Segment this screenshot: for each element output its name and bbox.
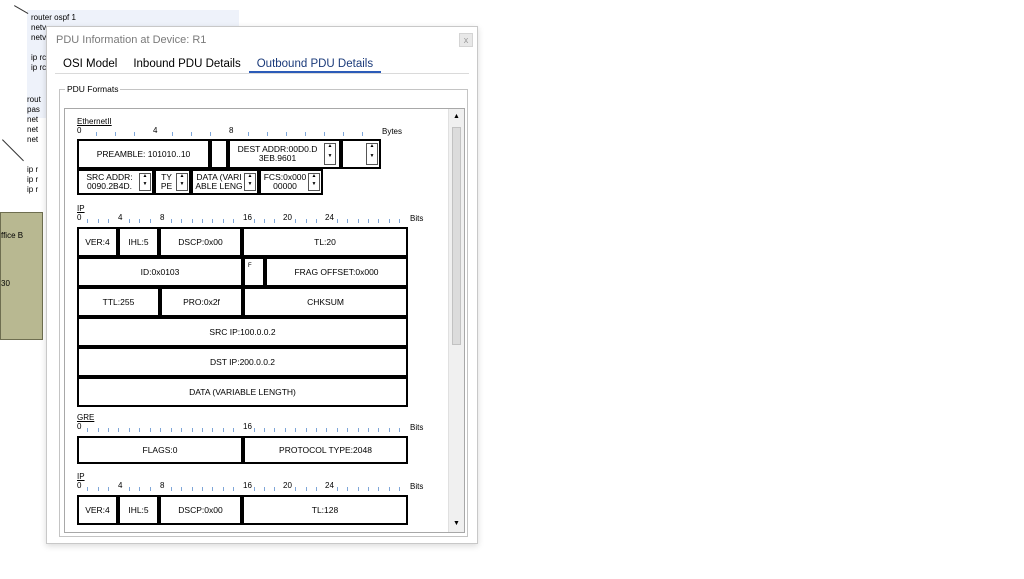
protocol-field[interactable]: PRO:0x2f [160,287,243,317]
gre-ruler [77,422,437,432]
ruler-tick [347,487,348,491]
ruler-tick [233,487,234,491]
ruler-label: 16 [243,213,252,222]
ruler-unit: Bits [410,423,424,432]
ihl-field[interactable]: IHL:5 [118,227,159,257]
tab-inbound-pdu[interactable]: Inbound PDU Details [133,58,241,70]
ruler-tick [295,428,296,432]
ruler-tick [171,219,172,223]
scroll-down-icon[interactable]: ▼ [453,520,460,527]
gre-flags-field[interactable]: FLAGS:0 [77,436,243,464]
ruler-tick [343,132,344,136]
config-line: netv [31,23,47,32]
ruler-tick [337,428,338,432]
ruler-tick [108,487,109,491]
type-field[interactable]: TY PE [154,169,191,195]
config-line: ip r [27,165,39,174]
ruler-tick [223,487,224,491]
ruler-tick [399,487,400,491]
ruler-tick [233,428,234,432]
checksum-field[interactable]: CHKSUM [243,287,408,317]
ruler-tick [254,487,255,491]
id-field[interactable]: ID:0x0103 [77,257,243,287]
ruler-tick [368,219,369,223]
ruler-tick [181,219,182,223]
config-line: netv [31,33,47,42]
flags-field[interactable]: F [243,257,265,287]
ruler-tick [285,428,286,432]
scroll-thumb[interactable] [452,127,461,345]
vertical-scrollbar[interactable] [448,109,464,532]
ruler-tick [378,219,379,223]
ip2-ruler [77,481,437,491]
ip2-title: IP [77,472,85,481]
ruler-tick [212,487,213,491]
ruler-tick [362,132,363,136]
scroll-up-icon[interactable]: ▲ [453,113,460,120]
data-field[interactable]: DATA (VARI ABLE LENG [191,169,259,195]
dialog-title: PDU Information at Device: R1 [56,34,207,46]
ruler-unit: Bytes [382,127,403,136]
ruler-tick [160,428,161,432]
ruler-tick [316,487,317,491]
config-line [27,155,47,165]
ruler-label: 0 [77,422,82,431]
ruler-tick [181,487,182,491]
tab-divider [55,73,469,74]
ruler-tick [129,487,130,491]
tl-field[interactable]: TL:20 [242,227,408,257]
ruler-tick [264,428,265,432]
title-bar[interactable] [47,27,477,53]
group-legend: PDU Formats [67,84,119,94]
ruler-label: 4 [153,126,158,135]
ruler-tick [150,428,151,432]
tl-field[interactable]: TL:128 [242,495,408,525]
pdu-content [65,109,449,532]
src-addr-scroll-arrows[interactable]: ▲ ▼ [139,173,151,191]
ruler-tick [98,487,99,491]
ruler-tick [347,428,348,432]
ruler-tick [399,428,400,432]
ruler-tick [202,219,203,223]
ruler-tick [295,487,296,491]
ruler-tick [172,132,173,136]
ruler-unit: Bits [410,214,424,223]
ruler-tick [337,487,338,491]
ruler-tick [150,219,151,223]
ruler-tick [212,428,213,432]
ruler-label: 24 [325,213,334,222]
ruler-tick [368,487,369,491]
ruler-tick [115,132,116,136]
config-line: ip r [27,175,39,184]
preamble-field[interactable]: PREAMBLE: 101010..10 [77,139,210,169]
ruler-tick [254,219,255,223]
close-button[interactable]: x [459,33,473,47]
ruler-tick [87,219,88,223]
ruler-label: 0 [77,481,82,490]
ruler-tick [87,487,88,491]
ruler-tick [139,487,140,491]
config-line: rout [27,95,41,104]
ruler-tick [98,428,99,432]
config-line: router ospf 1 [31,13,76,22]
ruler-tick [399,219,400,223]
ruler-tick [192,219,193,223]
ruler-tick [326,428,327,432]
office-value: 30 [1,279,10,288]
connector-line [2,139,24,161]
ruler-tick [274,428,275,432]
ruler-tick [324,132,325,136]
ruler-tick [134,132,135,136]
ruler-tick [233,219,234,223]
ruler-tick [264,219,265,223]
ruler-tick [368,428,369,432]
ruler-label: 0 [77,213,82,222]
src-addr-field[interactable]: SRC ADDR: 0090.2B4D. [77,169,154,195]
ruler-label: 4 [118,481,123,490]
ruler-tick [139,219,140,223]
ruler-tick [378,487,379,491]
ruler-tick [306,219,307,223]
ruler-tick [264,487,265,491]
ruler-tick [150,487,151,491]
config-line: ip rc [31,63,47,72]
ruler-label: 20 [283,213,292,222]
config-line: net [27,125,39,134]
ver-field[interactable]: VER:4 [77,495,118,525]
ruler-tick [286,132,287,136]
type-scroll-arrows[interactable]: ▲ ▼ [176,173,188,191]
ruler-label: 8 [160,213,165,222]
ruler-tick [358,219,359,223]
fcs-scroll-arrows[interactable]: ▲ ▼ [308,173,320,191]
office-label: ffice B [1,231,24,240]
ruler-tick [316,428,317,432]
ruler-tick [274,219,275,223]
tab-outbound-pdu[interactable]: Outbound PDU Details [249,57,381,73]
ruler-label: 0 [77,126,82,135]
ruler-tick [305,132,306,136]
ruler-tick [254,428,255,432]
ruler-tick [389,219,390,223]
ihl-field[interactable]: IHL:5 [118,495,159,525]
config-line: ip r [27,185,39,194]
tab-osi-model[interactable]: OSI Model [63,58,118,70]
ruler-label: 16 [243,422,252,431]
ip-ruler [77,213,437,223]
ruler-tick [389,428,390,432]
sfd-field[interactable] [210,139,228,169]
src-ip-field[interactable]: SRC IP:100.0.0.2 [77,317,408,347]
ruler-label: 20 [283,481,292,490]
ruler-tick [358,428,359,432]
dscp-field[interactable]: DSCP:0x00 [159,495,242,525]
ruler-tick [181,428,182,432]
ruler-label: 24 [325,481,334,490]
dst-ip-field[interactable]: DST IP:200.0.0.2 [77,347,408,377]
frag-offset-field[interactable]: FRAG OFFSET:0x000 [265,257,408,287]
config-line: net [27,115,39,124]
gre-title: GRE [77,413,95,422]
ruler-tick [223,428,224,432]
ruler-tick [191,132,192,136]
ruler-tick [267,132,268,136]
ruler-tick [347,219,348,223]
ruler-tick [139,428,140,432]
ruler-tick [129,428,130,432]
ruler-tick [306,487,307,491]
ruler-label: 4 [118,213,123,222]
ruler-tick [316,219,317,223]
ruler-tick [96,132,97,136]
ruler-unit: Bits [410,482,424,491]
ethernet-title: EthernetII [77,117,112,126]
dest-addr-field[interactable]: DEST ADDR:00D0.D 3EB.9601 [228,139,341,169]
ruler-tick [337,219,338,223]
dscp-field[interactable]: DSCP:0x00 [159,227,242,257]
ruler-tick [274,487,275,491]
data-scroll-arrows[interactable]: ▲ ▼ [244,173,256,191]
ruler-tick [306,428,307,432]
ruler-tick [223,219,224,223]
pdu-formats-group [59,84,468,537]
ver-field[interactable]: VER:4 [77,227,118,257]
ruler-tick [108,219,109,223]
ruler-tick [108,428,109,432]
ruler-tick [248,132,249,136]
ruler-tick [129,219,130,223]
pdu-info-dialog [46,26,478,544]
ruler-tick [389,487,390,491]
ruler-tick [98,219,99,223]
ruler-tick [212,219,213,223]
ruler-label: 16 [243,481,252,490]
ruler-tick [358,487,359,491]
ruler-tick [295,219,296,223]
ttl-field[interactable]: TTL:255 [77,287,160,317]
config-line: pas [27,105,40,114]
config-note-mid [27,95,47,205]
ethernet-ruler [77,126,407,136]
ruler-tick [202,428,203,432]
ruler-tick [378,428,379,432]
ruler-label: 8 [229,126,234,135]
ruler-tick [171,428,172,432]
dest-addr-scroll-arrows[interactable]: ▲ ▼ [324,143,336,165]
ip-data-field[interactable]: DATA (VARIABLE LENGTH) [77,377,408,407]
ruler-tick [118,428,119,432]
ruler-tick [202,487,203,491]
fcs-field[interactable]: FCS:0x000 00000 [259,169,323,195]
cont-scroll-arrows[interactable]: ▲ ▼ [366,143,378,165]
config-line: ip rc [31,53,47,62]
pdu-scroll-area[interactable] [64,108,465,533]
config-line: net [27,135,39,144]
office-b-area[interactable] [0,212,43,340]
config-line [27,145,47,155]
ruler-tick [87,428,88,432]
gre-protocol-type-field[interactable]: PROTOCOL TYPE:2048 [243,436,408,464]
ip-title: IP [77,204,85,213]
ruler-label: 8 [160,481,165,490]
ruler-tick [192,487,193,491]
ruler-tick [171,487,172,491]
ruler-tick [210,132,211,136]
ruler-tick [192,428,193,432]
